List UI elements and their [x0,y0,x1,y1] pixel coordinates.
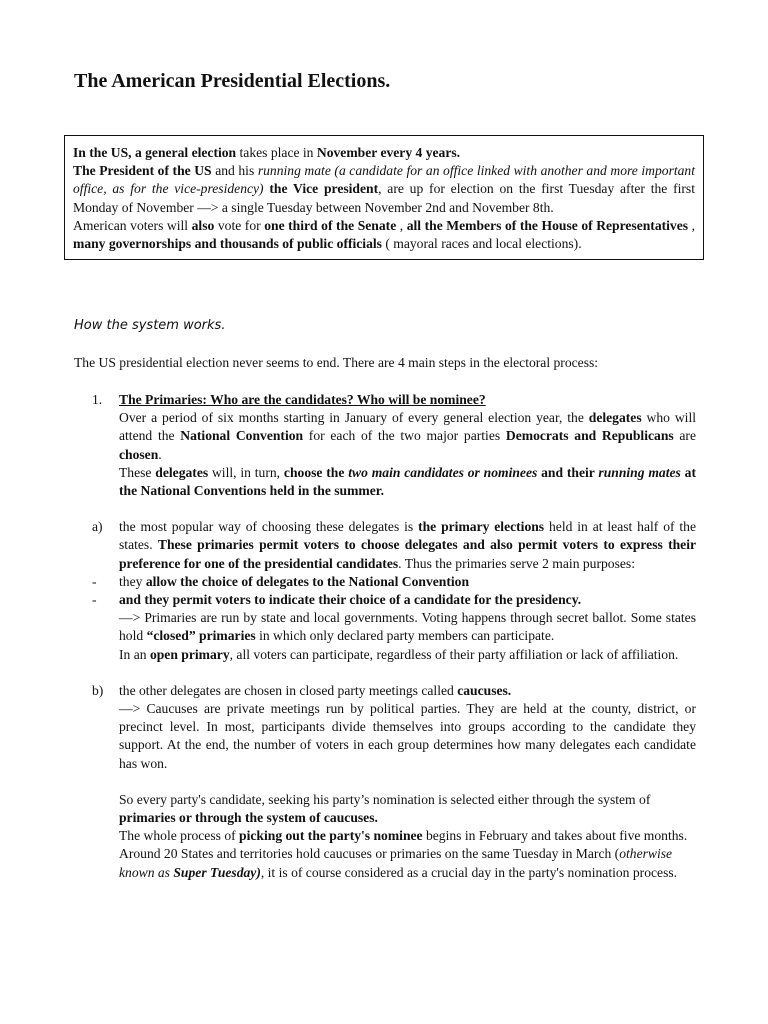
body-text: , all voters can participate, regardless of their party affiliation or lack of affiliation. [229,646,679,662]
item-b-paragraph-4 [119,827,696,845]
item-b-row [92,682,696,882]
body-text: open primary [149,646,230,662]
body-text: otherwise known as [119,846,673,880]
spacer [92,500,696,518]
body-text: for each of the two major parties [303,428,506,444]
item-a-continued-row [92,609,696,664]
spacer [92,664,696,682]
intro-box [64,135,704,260]
body-text: Democrats and Republicans [505,428,674,444]
indent-spacer [92,609,119,664]
intro-text: November every 4 years. [316,145,461,160]
list-marker: b) [92,682,104,698]
intro-text: the Vice president [263,181,379,197]
body-text: begins in February and takes about five months. [422,828,688,844]
item-a-paragraph-3 [119,646,696,664]
body-text: the other delegates are chosen in closed party meetings called [119,682,458,698]
intro-text: In the US, a general election [73,145,237,160]
body-text: The whole process of [119,828,240,844]
body-text: picking out the party's nominee [239,828,423,844]
item-a-paragraph-1 [119,518,696,573]
intro-text: takes place in [236,145,317,160]
body-text: primaries or through the system of caucuses. [119,810,378,826]
step-1-row [92,391,696,500]
body-text: are [673,428,696,444]
body-text: running mates [598,464,681,480]
intro-text: many governorships and thousands of public officials [73,236,382,252]
body-text: caucuses. [457,682,512,698]
bullet-marker: - [92,592,97,608]
bullet-text [119,573,696,591]
intro-text: ( mayoral races and local elections). [381,236,582,252]
intro-text: also [191,217,215,233]
body-text: , it is of course considered as a crucial day in the party's nomination process. [260,864,678,880]
item-b-content [119,682,696,882]
body-text: National Convention [180,428,304,444]
lead-paragraph: The US presidential election never seems to end. There are 4 main steps in the electoral process: [74,355,599,370]
body-text: the most popular way of choosing these delegates is [119,519,419,535]
bullet-text [119,591,696,609]
bullet-row-1 [92,573,696,591]
step-1-paragraph-2 [119,464,696,500]
body-text: So every party's candidate, seeking his party’s nomination is selected either through the system of [119,791,651,807]
body-text: two main candidates or nominees [348,464,538,480]
item-b-paragraph-3 [119,791,696,827]
body-text: and they permit voters to indicate their choice of a candidate for the presidency. [119,592,582,608]
item-a-paragraph-2 [119,609,696,645]
intro-paragraph-2 [73,162,695,217]
item-a-content [119,518,696,573]
body-text: will, in turn, [208,464,284,480]
body-text: allow the choice of delegates to the National Convention [145,573,470,589]
body-text: These [119,464,156,480]
intro-paragraph-3 [73,217,695,253]
item-b-paragraph-1 [119,682,696,700]
intro-text: , are up for election on the first Tuesday after the first Monday of November —> a single Tuesday between November 2nd and November 8th. [73,181,695,215]
step-1-heading-text: The Primaries: Who are the candidates? Who will be nominee? [119,392,486,407]
body-text: held in at least half of the states. [119,519,696,553]
body-text: Super Tuesday) [173,864,261,880]
step-1-paragraph-1 [119,409,696,464]
body-text: choose the [283,464,349,480]
item-b-paragraph-2: —> Caucuses are private meetings run by political parties. They are held at the county, district, or precinct level. In most, participants divide themselves into groups according to the candidate they support. At the end, the number of voters in each group determines how many delegates each candidate has won. [119,701,696,771]
bullet-content [119,573,696,591]
intro-text: one third of the Senate [264,217,397,233]
section-subheading: How the system works. [74,318,226,333]
intro-text: vote for [214,217,265,233]
body-text: and their [537,464,599,480]
intro-paragraph-1 [73,144,695,162]
intro-text: running mate (a candidate for an office linked with another and more important office, as for the vice-presidency) [73,163,696,197]
body-text: In an [119,646,150,662]
step-1-heading [119,391,696,409]
body-text: at the National Conventions held in the summer. [119,464,696,499]
intro-text: and his [211,163,258,179]
item-a-row [92,518,696,573]
bullet-content [119,591,696,609]
spacer [119,773,696,791]
intro-text: American voters will [73,217,192,233]
body-text: Over a period of six months starting in January of every general election year, the [119,410,589,426]
item-a-continued-content [119,609,696,664]
body-text: who will attend the [119,410,696,444]
list-marker: a) [92,519,103,535]
body-text: in which only declared party members can participate. [255,628,555,644]
item-b-paragraph-5 [119,845,696,881]
body-text: “closed” primaries [146,628,256,644]
body-text: —> Primaries are run by state and local governments. Voting happens through secret ballot. Some states hold [119,610,696,644]
page-title: The American Presidential Elections. [74,70,391,92]
intro-text: The President of the US [73,163,212,179]
step-1-content [119,391,696,500]
bullet-row-2 [92,591,696,609]
body-text: . Thus the primaries serve 2 main purposes: [398,555,635,571]
body-text: These primaries permit voters to choose delegates and also permit voters to express their preference for one of the presidential candidates [119,537,697,571]
list-marker: 1. [92,392,103,407]
intro-text: all the Members of the House of Representatives [406,217,689,233]
intro-text: , [688,217,696,233]
bullet-marker: - [92,573,97,589]
body-text: delegates [588,410,642,426]
body-text: the primary elections [418,519,545,535]
body-text: Around 20 States and territories hold caucuses or primaries on the same Tuesday in March ( [119,846,620,862]
body-text: delegates [155,464,209,480]
intro-text: , [396,217,407,233]
body-text: they [119,573,146,589]
step-1-section [92,391,696,882]
body-text: chosen [119,446,159,462]
body-text: . [158,446,162,462]
